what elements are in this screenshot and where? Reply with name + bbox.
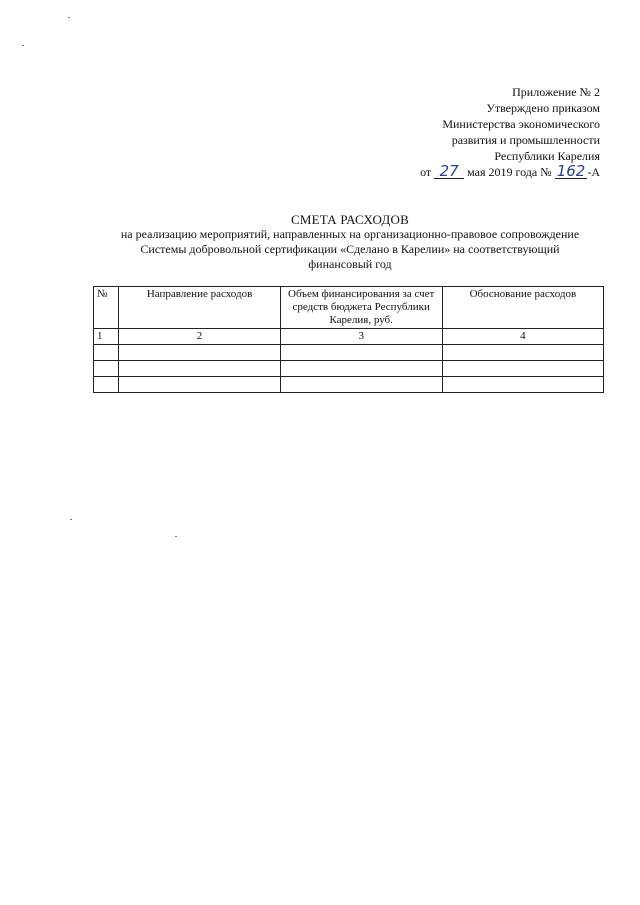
title-subline-1: на реализацию мероприятий, направленных на организационно-правовое сопровождение [120, 227, 580, 241]
empty-cell [280, 345, 442, 361]
empty-cell [442, 377, 603, 393]
empty-cell [94, 377, 119, 393]
empty-cell [442, 361, 603, 377]
table-index-row [94, 329, 604, 345]
empty-cell [280, 361, 442, 377]
handwritten-day: 27 [434, 164, 464, 179]
header-funding-volume: Объем финансирования за счет средств бюджета Республики Карелия, руб. [280, 287, 442, 329]
table-row [94, 345, 604, 361]
header-line-ministry: Министерства экономического [442, 117, 600, 131]
empty-cell [442, 345, 603, 361]
header-line-republic: Республики Карелия [494, 149, 600, 163]
document-title: СМЕТА РАСХОДОВ [291, 212, 409, 227]
header-line-approved: Утверждено приказом [486, 101, 600, 115]
scan-speck [68, 17, 70, 18]
handwritten-order-number: 162 [556, 162, 586, 180]
document-title-block [70, 212, 630, 272]
empty-cell [280, 377, 442, 393]
table-row [94, 377, 604, 393]
header-line-appendix: Приложение № 2 [512, 85, 600, 99]
table-row [94, 361, 604, 377]
expense-table [93, 286, 604, 393]
empty-cell [119, 361, 280, 377]
table-header-row [94, 287, 604, 329]
scan-speck [175, 536, 177, 537]
title-subline-3: финансовый год [308, 257, 392, 271]
index-cell-1: 1 [94, 329, 119, 345]
scan-speck [22, 45, 24, 46]
header-justification: Обоснование расходов [442, 287, 603, 329]
scan-speck [70, 519, 72, 520]
header-expense-direction: Направление расходов [119, 287, 280, 329]
index-cell-4: 4 [442, 329, 603, 345]
approval-date-line [360, 164, 600, 180]
header-line-development: развития и промышленности [451, 133, 600, 147]
approval-prefix: от [420, 165, 432, 179]
approval-header [360, 84, 600, 180]
title-subline-2: Системы добровольной сертификации «Сделано в Карелии» на соответствующий [140, 242, 560, 256]
approval-month-year: мая 2019 года № [467, 165, 552, 179]
empty-cell [94, 345, 119, 361]
header-number: № [94, 287, 119, 329]
empty-cell [119, 377, 280, 393]
index-cell-2: 2 [119, 329, 280, 345]
approval-suffix: -А [587, 165, 600, 179]
empty-cell [94, 361, 119, 377]
empty-cell [119, 345, 280, 361]
index-cell-3: 3 [280, 329, 442, 345]
